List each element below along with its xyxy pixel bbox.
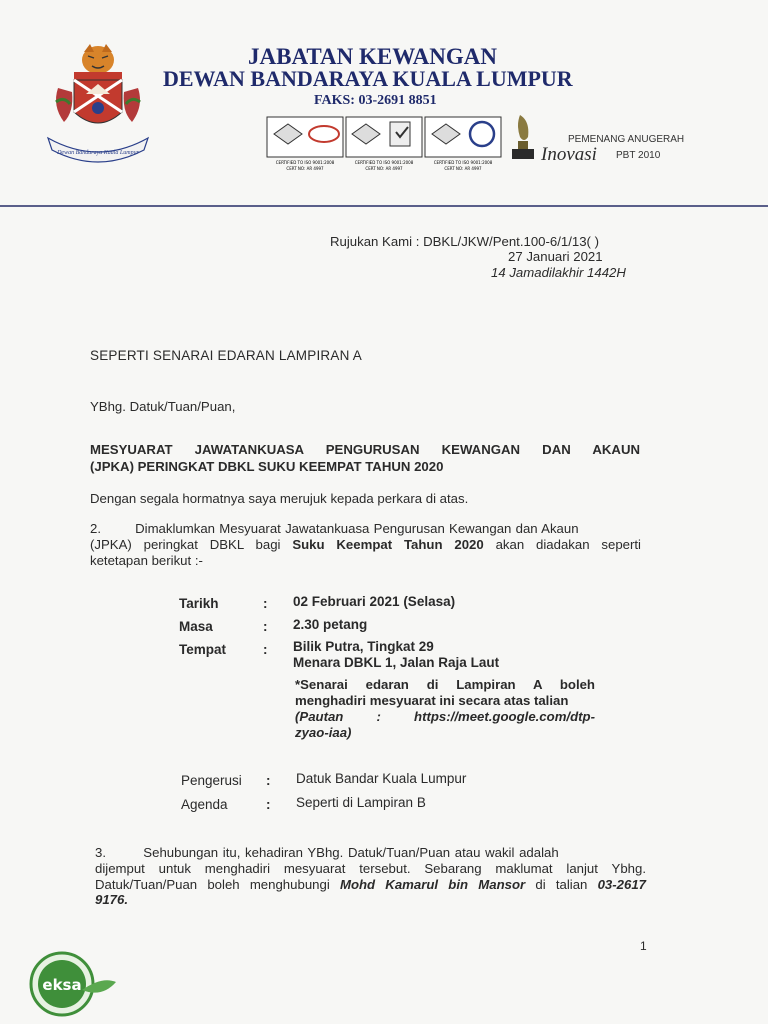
detail-colon: : — [263, 596, 268, 611]
award-inovasi: Inovasi — [541, 144, 597, 165]
eksa-logo-text: eksa — [42, 976, 82, 994]
online-attendance-note — [295, 677, 595, 741]
dbkl-crest-logo — [44, 42, 152, 170]
paragraph-2-quarter: Suku Keempat Tahun 2020 — [292, 537, 484, 552]
cert-number-1: CERT NO: AR 4997 — [286, 166, 324, 171]
detail-value-agenda: Seperti di Lampiran B — [296, 795, 426, 810]
paragraph-3-line-3 — [95, 877, 646, 893]
cert-caption-2: CERTIFIED TO ISO 9001:2008 — [354, 160, 414, 165]
page-number: 1 — [640, 939, 647, 953]
detail-label-agenda: Agenda — [181, 797, 228, 812]
paragraph-3-line-1: 3. Sehubungan itu, kehadiran YBhg. Datuk/Tuan/Puan atau wakil adalah — [95, 845, 559, 860]
intro-paragraph: Dengan segala hormatnya saya merujuk kepada perkara di atas. — [90, 491, 469, 506]
note-meeting-link: (Pautan : https://meet.google.com/dtp- — [295, 709, 595, 724]
paragraph-2-line-1: 2. Dimaklumkan Mesyuarat Jawatankuasa Pengurusan Kewangan dan Akaun — [90, 521, 579, 536]
detail-colon: : — [263, 642, 268, 657]
letter-date: 27 Januari 2021 — [508, 249, 603, 264]
detail-label-tarikh: Tarikh — [179, 596, 219, 611]
award-pbt-year: PBT 2010 — [616, 150, 661, 161]
paragraph-2-text-end: akan diadakan seperti — [483, 537, 641, 552]
detail-value-masa: 2.30 petang — [293, 617, 368, 632]
detail-value-tarikh: 02 Februari 2021 (Selasa) — [293, 594, 456, 609]
subject-line-1: MESYUARAT JAWATANKUASA PENGURUSAN KEWANGAN DAN AKAUN — [90, 442, 640, 457]
detail-colon: : — [263, 619, 268, 634]
letterhead-title-department: JABATAN KEWANGAN — [248, 44, 497, 69]
detail-value-tempat-2: Menara DBKL 1, Jalan Raja Laut — [293, 655, 500, 670]
cert-caption-3: CERTIFIED TO ISO 9001:2008 — [433, 160, 493, 165]
eksa-logo — [28, 950, 120, 1020]
detail-label-tempat: Tempat — [179, 642, 227, 657]
recipient-line: SEPERTI SENARAI EDARAN LAMPIRAN A — [90, 348, 362, 363]
svg-text:Dewan Bandaraya Kuala Lumpur: Dewan Bandaraya Kuala Lumpur — [57, 150, 139, 156]
contact-phone-part-2: 9176. — [95, 892, 129, 907]
reference-number: Rujukan Kami : DBKL/JKW/Pent.100-6/1/13( ) — [330, 234, 599, 249]
detail-colon: : — [266, 797, 271, 812]
trophy-icon — [508, 113, 538, 161]
award-heading: PEMENANG ANUGERAH — [568, 134, 685, 145]
note-line-2: menghadiri mesyuarat ini secara atas talian — [295, 693, 569, 708]
cert-number-3: CERT NO: AR 4997 — [444, 166, 482, 171]
letterhead-title-organisation: DEWAN BANDARAYA KUALA LUMPUR — [163, 66, 573, 91]
contact-person-name: Mohd Kamarul bin Mansor — [339, 877, 526, 892]
cert-number-2: CERT NO: AR 4997 — [365, 166, 403, 171]
iso-certification-logos — [266, 116, 502, 174]
note-line-1: *Senarai edaran di Lampiran A boleh — [295, 677, 595, 692]
note-line-4: zyao-iaa) — [295, 725, 352, 740]
paragraph-3-text-mid: di talian — [525, 877, 598, 892]
detail-label-masa: Masa — [179, 619, 213, 634]
detail-label-pengerusi: Pengerusi — [181, 773, 242, 788]
contact-phone-part-1: 03-2617 — [597, 877, 646, 892]
subject-line-2: (JPKA) PERINGKAT DBKL SUKU KEEMPAT TAHUN 2020 — [90, 459, 444, 474]
detail-value-tempat-1: Bilik Putra, Tingkat 29 — [293, 639, 434, 654]
paragraph-3-line-2: dijemput untuk menghadiri mesyuarat tersebut. Sebarang maklumat lanjut Ybhg. — [95, 861, 646, 876]
paragraph-2-line-3: ketetapan berikut :- — [90, 553, 203, 568]
paragraph-2-text: (JPKA) peringkat DBKL bagi — [90, 537, 293, 552]
paragraph-2-line-2 — [90, 537, 641, 553]
letter-date-hijri: 14 Jamadilakhir 1442H — [491, 265, 626, 280]
cert-caption-1: CERTIFIED TO ISO 9001:2008 — [275, 160, 335, 165]
detail-colon: : — [266, 773, 271, 788]
letterhead-fax: FAKS: 03-2691 8851 — [314, 93, 437, 108]
salutation: YBhg. Datuk/Tuan/Puan, — [90, 399, 236, 414]
detail-value-pengerusi: Datuk Bandar Kuala Lumpur — [296, 771, 467, 786]
paragraph-3-text: Datuk/Tuan/Puan boleh menghubungi — [95, 877, 340, 892]
letterhead-divider — [0, 205, 768, 207]
